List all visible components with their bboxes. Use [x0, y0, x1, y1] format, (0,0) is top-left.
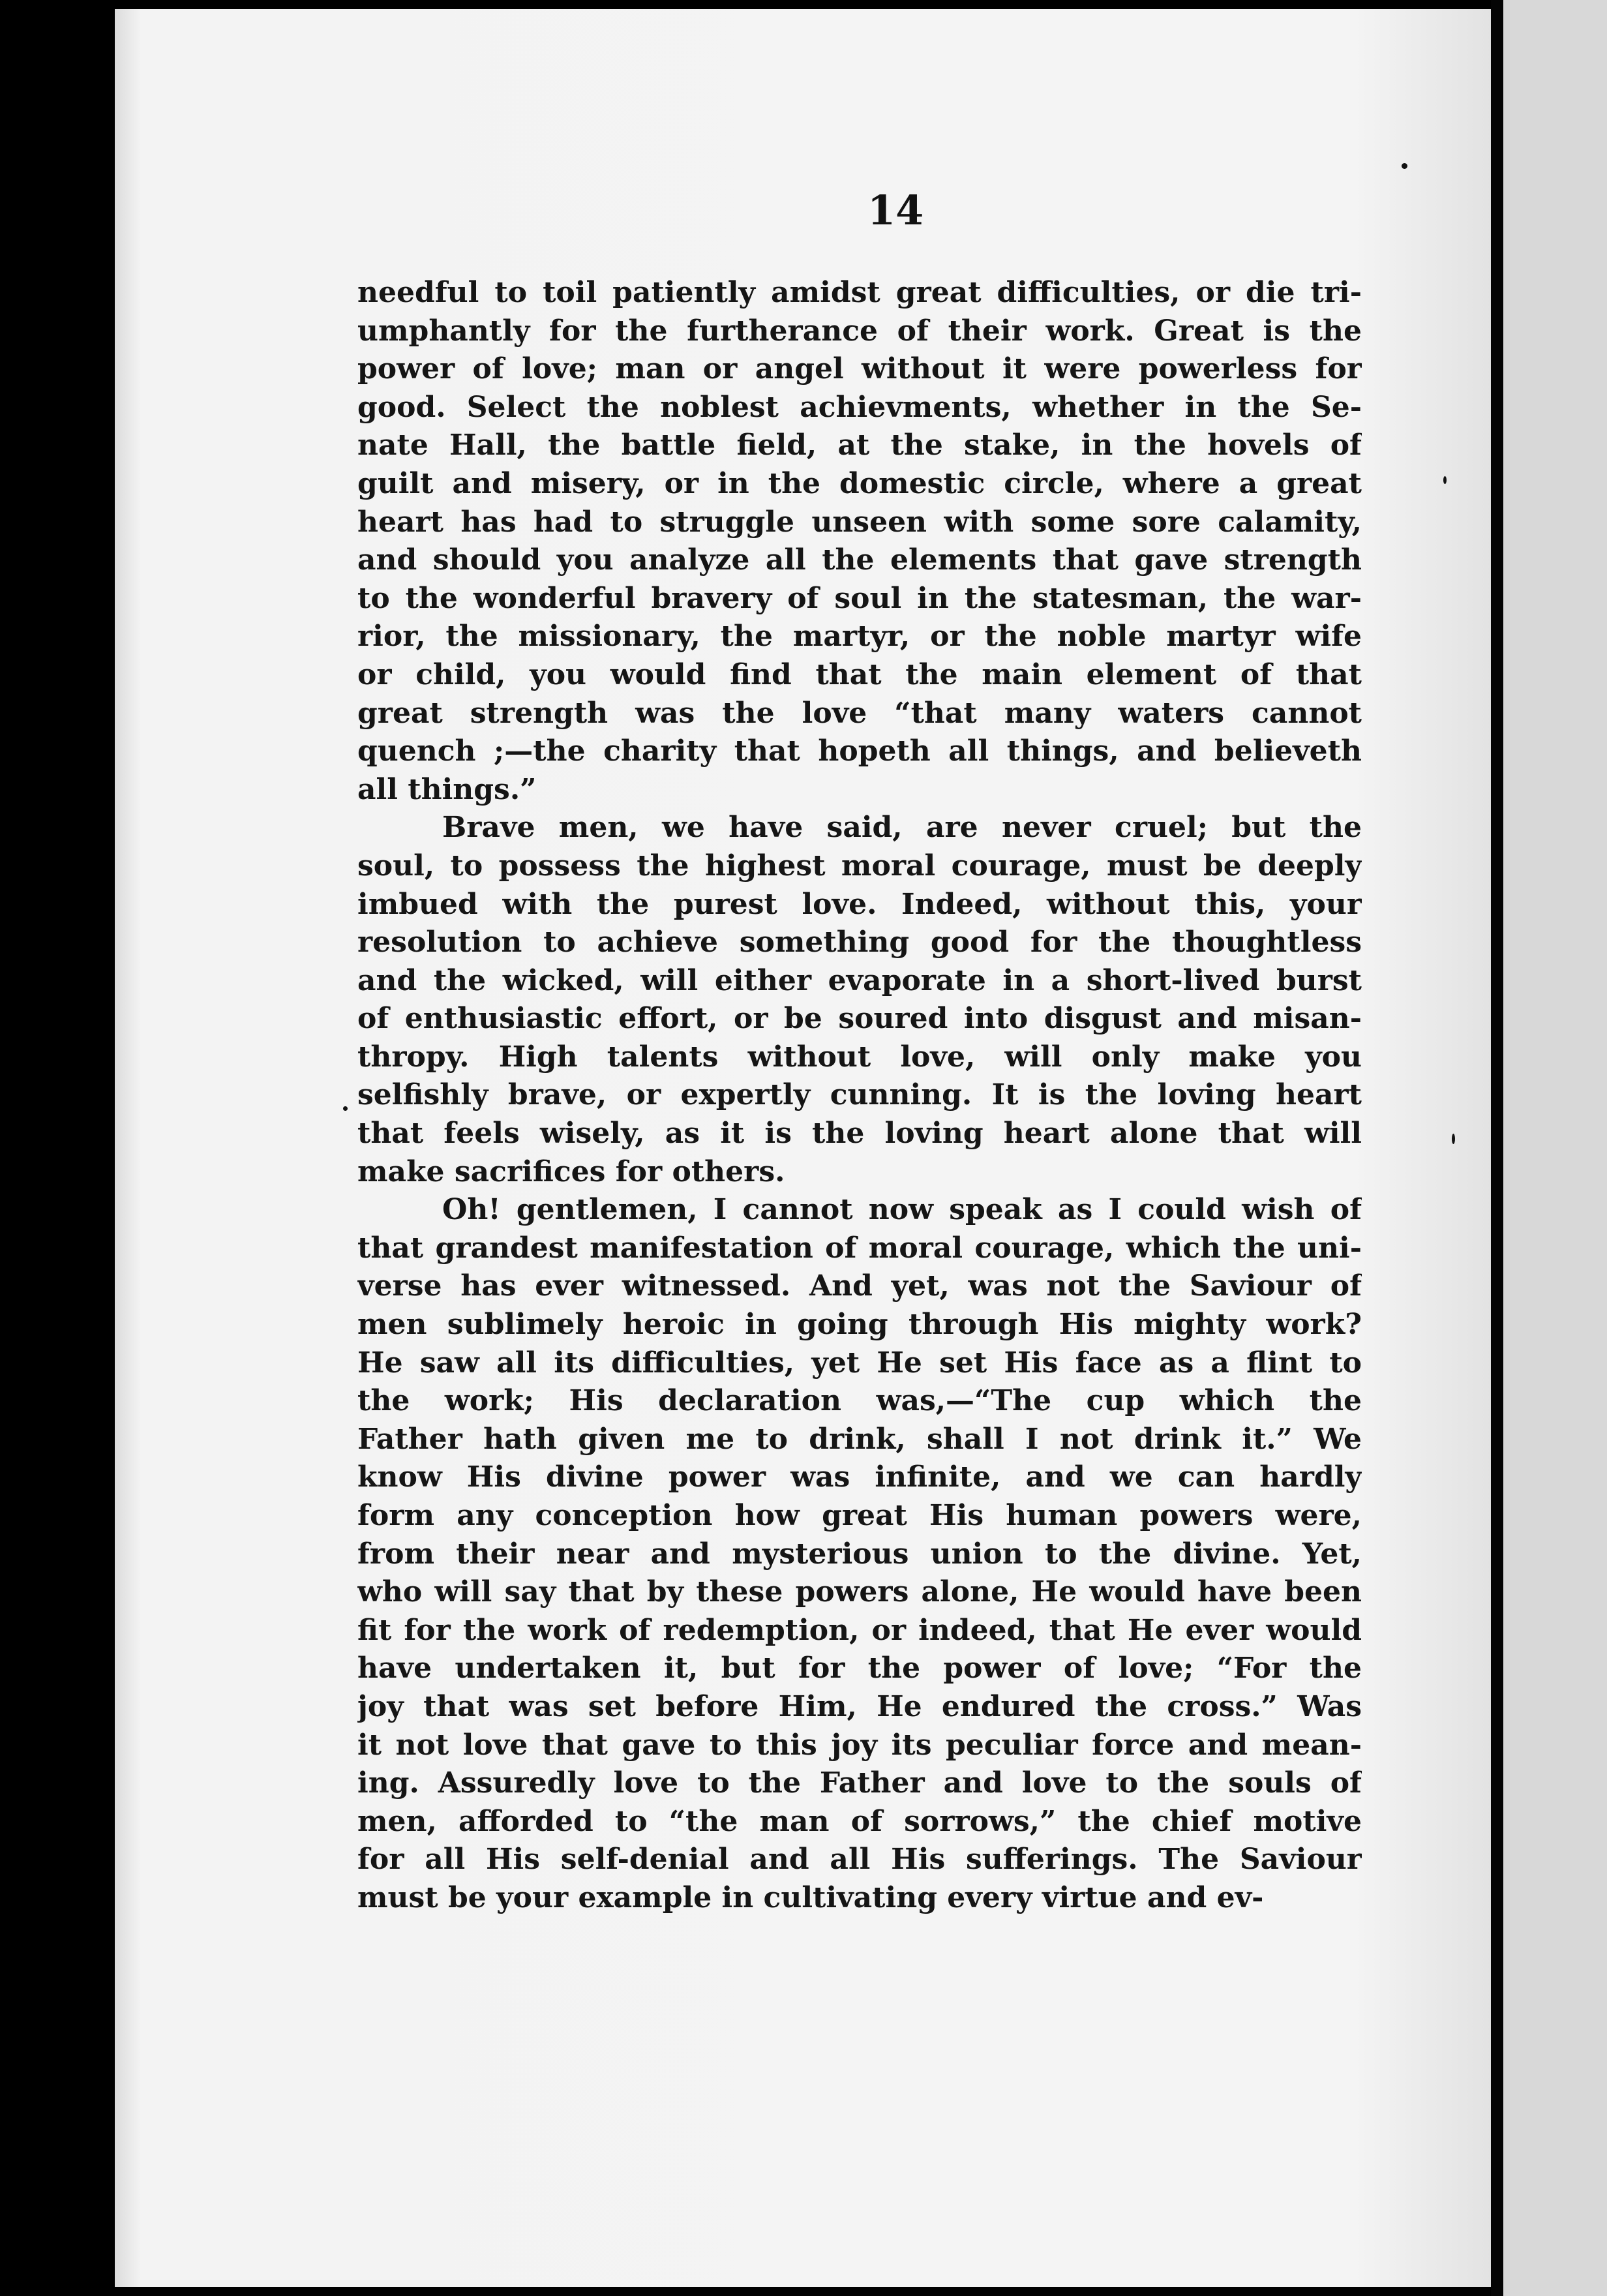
text-line: Father hath given me to drink, shall I not drink it.” We	[357, 1422, 1362, 1456]
text-line: Oh! gentlemen, I cannot now speak as I could wish of	[442, 1193, 1362, 1227]
text-line: selfishly brave, or expertly cunning. It is the loving heart	[357, 1078, 1362, 1112]
text-line: have undertaken it, but for the power of love; “For the	[357, 1652, 1362, 1685]
text-line: imbued with the purest love. Indeed, without this, your	[357, 887, 1362, 921]
page-number: 14	[867, 187, 924, 234]
text-line: or child, you would find that the main element of that	[357, 657, 1362, 691]
text-line: guilt and misery, or in the domestic circle, where a great	[357, 466, 1362, 500]
text-line: heart has had to struggle unseen with some sore calamity,	[357, 505, 1362, 539]
text-line: umphantly for the furtherance of their work. Great is the	[357, 314, 1362, 348]
ink-speck	[1402, 163, 1407, 169]
paragraph	[357, 274, 1362, 809]
text-line: fit for the work of redemption, or indeed, that He ever would	[357, 1613, 1362, 1647]
text-line: that grandest manifestation of moral courage, which the uni-	[357, 1231, 1362, 1265]
text-line: to the wonderful bravery of soul in the statesman, the war-	[357, 581, 1362, 615]
text-line: ing. Assuredly love to the Father and love to the souls of	[357, 1766, 1362, 1800]
text-line: soul, to possess the highest moral courage, must be deeply	[357, 849, 1362, 883]
text-line: good. Select the noblest achievments, whether in the Se-	[357, 390, 1362, 424]
text-line: must be your example in cultivating every virtue and ev-	[357, 1881, 1264, 1914]
text-line: who will say that by these powers alone, He would have been	[357, 1575, 1362, 1609]
text-line: quench ;—the charity that hopeth all things, and believeth	[357, 734, 1362, 768]
text-line: know His divine power was infinite, and we can hardly	[357, 1460, 1362, 1494]
text-line: make sacrifices for others.	[357, 1155, 785, 1188]
text-line: He saw all its difficulties, yet He set His face as a flint to	[357, 1346, 1362, 1380]
text-line: for all His self-denial and all His sufferings. The Saviour	[357, 1843, 1362, 1877]
ink-speck	[343, 1106, 348, 1111]
text-line: needful to toil patiently amidst great difficulties, or die tri-	[357, 276, 1362, 309]
text-line: form any conception how great His human powers were,	[357, 1499, 1362, 1532]
text-line: of enthusiastic effort, or be soured into disgust and misan-	[357, 1002, 1362, 1036]
text-line: great strength was the love “that many waters cannot	[357, 696, 1362, 730]
paragraph	[357, 1191, 1362, 1917]
text-line: thropy. High talents without love, will only make you	[357, 1040, 1362, 1074]
body-text	[357, 274, 1362, 1918]
text-line: men sublimely heroic in going through His mighty work?	[357, 1308, 1362, 1342]
text-line: men, afforded to “the man of sorrows,” the chief motive	[357, 1804, 1362, 1838]
text-line: nate Hall, the battle field, at the stake, in the hovels of	[357, 429, 1362, 462]
text-line: power of love; man or angel without it were powerless for	[357, 352, 1362, 386]
paragraph	[357, 809, 1362, 1191]
text-line: joy that was set before Him, He endured the cross.” Was	[357, 1689, 1362, 1723]
text-line: that feels wisely, as it is the loving heart alone that will	[357, 1117, 1362, 1151]
text-line: from their near and mysterious union to the divine. Yet,	[357, 1537, 1362, 1571]
adjacent-page-edge	[1503, 0, 1607, 2296]
text-line: the work; His declaration was,—“The cup which the	[357, 1384, 1362, 1418]
text-line: all things.”	[357, 772, 537, 806]
ink-speck	[1443, 476, 1447, 484]
text-line: verse has ever witnessed. And yet, was not the Saviour of	[357, 1269, 1362, 1303]
text-line: resolution to achieve something good for the thoughtless	[357, 926, 1362, 959]
text-line: and should you analyze all the elements that gave strength	[357, 543, 1362, 577]
text-line: Brave men, we have said, are never cruel; but the	[442, 811, 1362, 845]
text-line: rior, the missionary, the martyr, or the noble martyr wife	[357, 620, 1362, 654]
text-line: it not love that gave to this joy its peculiar force and mean-	[357, 1728, 1362, 1762]
ink-speck	[1452, 1134, 1455, 1144]
text-line: and the wicked, will either evaporate in a short-lived burst	[357, 963, 1362, 997]
